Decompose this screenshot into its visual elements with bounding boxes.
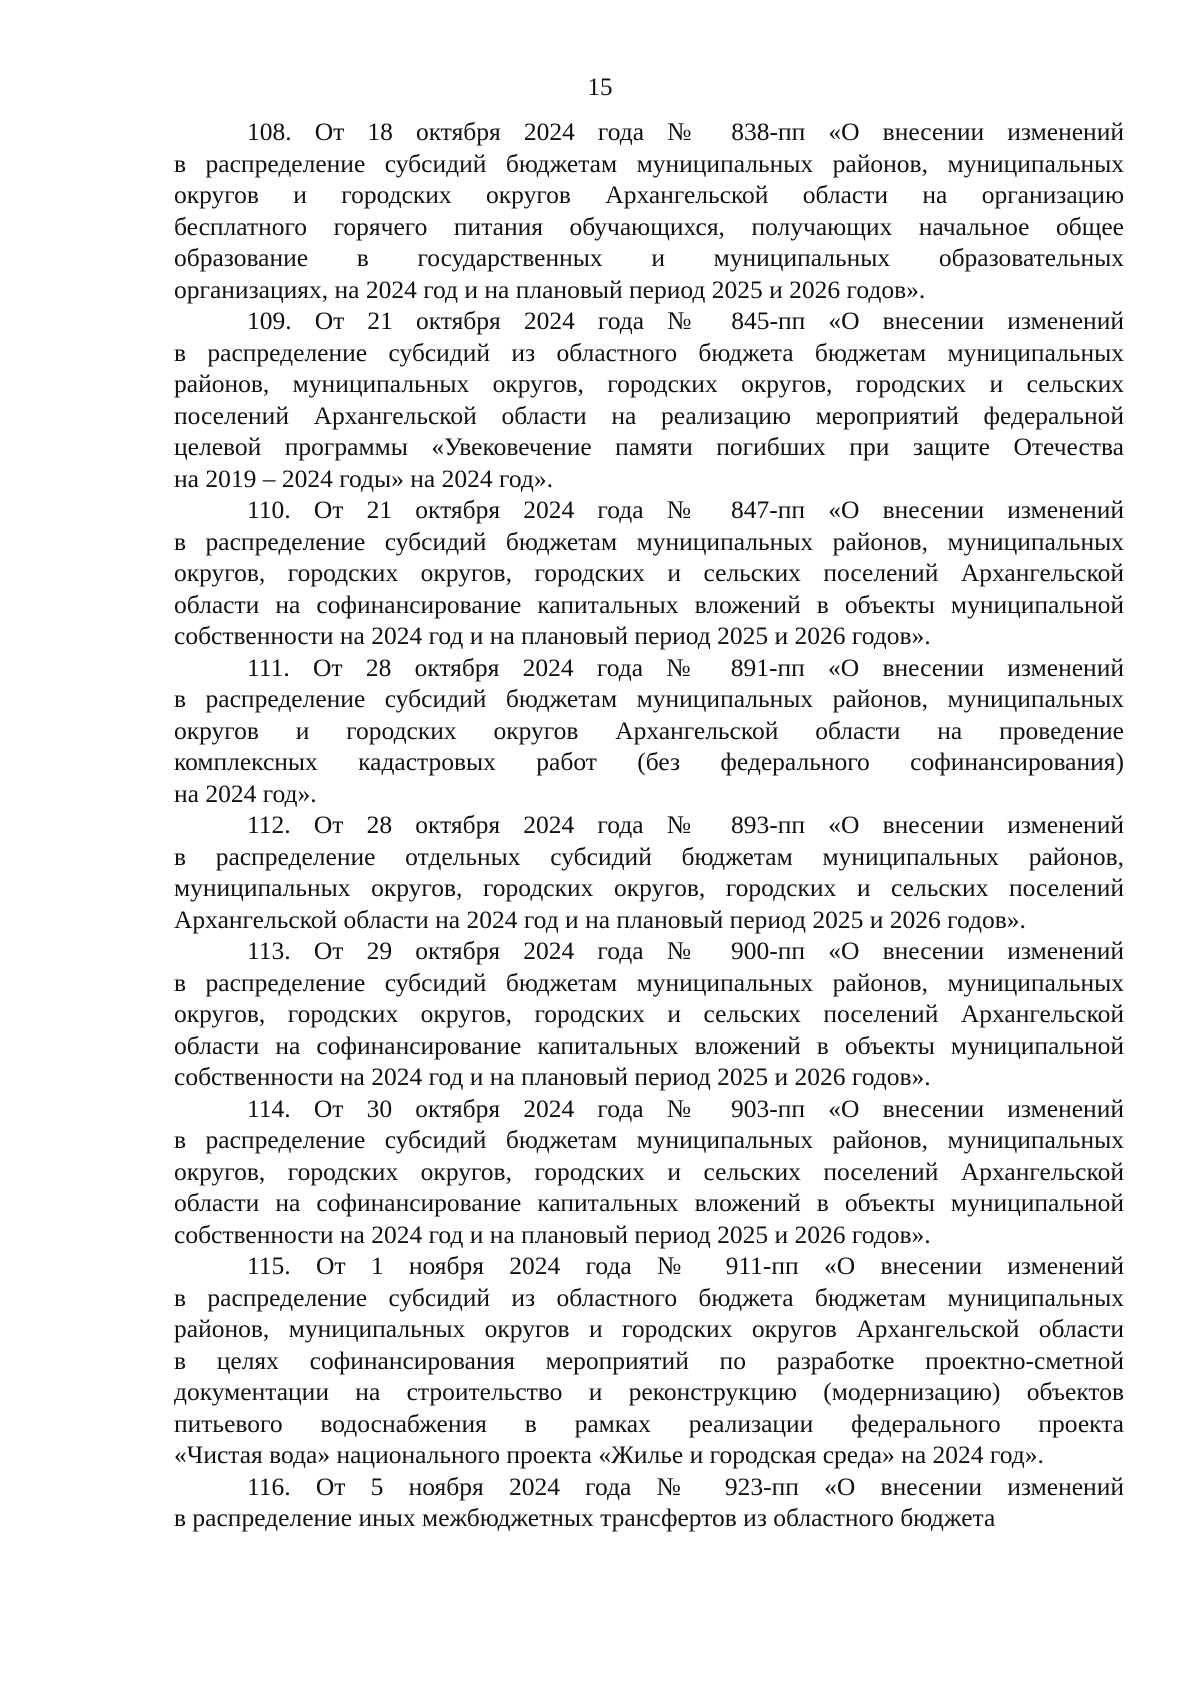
list-item-text-line: в распределение субсидий бюджетам муниципальных районов, муниципальных: [174, 684, 1124, 713]
list-item-text-line: области на софинансирование капитальных вложений в объекты муниципальной: [174, 589, 1124, 619]
list-item-heading-line: 111. От 28 октября 2024 года № 891-пп «О внесении изменений: [247, 652, 1124, 682]
list-item-text-line: образование в государственных и муниципальных образовательных: [174, 243, 1124, 272]
list-item-text-line: области на софинансирование капитальных вложений в объекты муниципальной: [174, 1188, 1124, 1217]
list-item-111: [174, 652, 1124, 810]
list-item-heading-line: 112. От 28 октября 2024 года № 893-пп «О внесении изменений: [247, 810, 1124, 839]
list-item-text-line: в распределение иных межбюджетных трансфертов из областного бюджета: [174, 1503, 996, 1532]
list-item-110: [174, 494, 1124, 652]
resolution-list: [174, 116, 1124, 1534]
list-item-text-line: собственности на 2024 год и на плановый период 2025 и 2026 годов».: [174, 621, 931, 650]
list-item-heading-line: 113. От 29 октября 2024 года № 900-пп «О внесении изменений: [247, 936, 1124, 965]
list-item-text-line: комплексных кадастровых работ (без федерального софинансирования): [174, 747, 1124, 776]
list-item-heading-line: 114. От 30 октября 2024 года № 903-пп «О внесении изменений: [247, 1093, 1124, 1123]
list-item-text-line: в распределение субсидий бюджетам муниципальных районов, муниципальных: [174, 526, 1124, 556]
list-item-text-line: на 2019 – 2024 годы» на 2024 год».: [174, 463, 553, 493]
page-number: 15: [587, 74, 613, 101]
list-item-text-line: в распределение субсидий из областного бюджета бюджетам муниципальных: [174, 1282, 1124, 1312]
list-item-text-line: в распределение субсидий бюджетам муниципальных районов, муниципальных: [174, 148, 1124, 178]
list-item-text-line: на 2024 год».: [174, 778, 317, 808]
list-item-text-line: «Чистая вода» национального проекта «Жилье и городская среда» на 2024 год».: [174, 1440, 1044, 1469]
list-item-text-line: округов, городских округов, городских и сельских поселений Архангельской: [174, 999, 1124, 1028]
list-item-text-line: в целях софинансирования мероприятий по разработке проектно-сметной: [174, 1345, 1124, 1375]
list-item-heading-line: 110. От 21 октября 2024 года № 847-пп «О внесении изменений: [247, 495, 1124, 524]
list-item-heading-line: 109. От 21 октября 2024 года № 845-пп «О внесении изменений: [247, 306, 1124, 335]
list-item-text-line: собственности на 2024 год и на плановый период 2025 и 2026 годов».: [174, 1219, 931, 1249]
list-item-108: [174, 116, 1124, 305]
list-item-115: [174, 1250, 1124, 1471]
list-item-116: [174, 1471, 1124, 1534]
list-item-text-line: округов, городских округов, городских и сельских поселений Архангельской: [174, 1156, 1124, 1186]
list-item-text-line: в распределение субсидий из областного бюджета бюджетам муниципальных: [174, 337, 1124, 367]
list-item-text-line: области на софинансирование капитальных вложений в объекты муниципальной: [174, 1030, 1124, 1060]
list-item-113: [174, 935, 1124, 1093]
list-item-text-line: в распределение субсидий бюджетам муниципальных районов, муниципальных: [174, 1125, 1124, 1154]
list-item-text-line: округов и городских округов Архангельской области на организацию: [174, 180, 1124, 209]
list-item-text-line: поселений Архангельской области на реализацию мероприятий федеральной: [174, 400, 1124, 430]
list-item-text-line: в распределение субсидий бюджетам муниципальных районов, муниципальных: [174, 967, 1124, 997]
list-item-text-line: питьевого водоснабжения в рамках реализации федерального проекта: [174, 1408, 1124, 1438]
list-item-text-line: бесплатного горячего питания обучающихся, получающих начальное общее: [174, 211, 1124, 241]
list-item-text-line: муниципальных округов, городских округов, городских и сельских поселений: [174, 873, 1124, 902]
list-item-heading-line: 115. От 1 ноября 2024 года № 911-пп «О внесении изменений: [247, 1251, 1124, 1280]
list-item-text-line: округов, городских округов, городских и сельских поселений Архангельской: [174, 558, 1124, 587]
list-item-text-line: районов, муниципальных округов и городских округов Архангельской области: [174, 1314, 1124, 1343]
list-item-114: [174, 1093, 1124, 1251]
list-item-text-line: документации на строительство и реконструкцию (модернизацию) объектов: [174, 1377, 1124, 1406]
list-item-text-line: округов и городских округов Архангельской области на проведение: [174, 715, 1124, 745]
list-item-text-line: в распределение отдельных субсидий бюджетам муниципальных районов,: [174, 841, 1124, 871]
list-item-text-line: районов, муниципальных округов, городских округов, городских и сельских: [174, 369, 1124, 398]
list-item-text-line: Архангельской области на 2024 год и на плановый период 2025 и 2026 годов».: [174, 904, 1026, 934]
list-item-heading-line: 108. От 18 октября 2024 года № 838-пп «О внесении изменений: [247, 117, 1124, 146]
list-item-text-line: организациях, на 2024 год и на плановый период 2025 и 2026 годов».: [174, 274, 926, 304]
list-item-112: [174, 809, 1124, 935]
list-item-text-line: целевой программы «Увековечение памяти погибших при защите Отечества: [174, 432, 1124, 461]
list-item-heading-line: 116. От 5 ноября 2024 года № 923-пп «О внесении изменений: [247, 1471, 1124, 1501]
list-item-text-line: собственности на 2024 год и на плановый период 2025 и 2026 годов».: [174, 1062, 931, 1091]
list-item-109: [174, 305, 1124, 494]
